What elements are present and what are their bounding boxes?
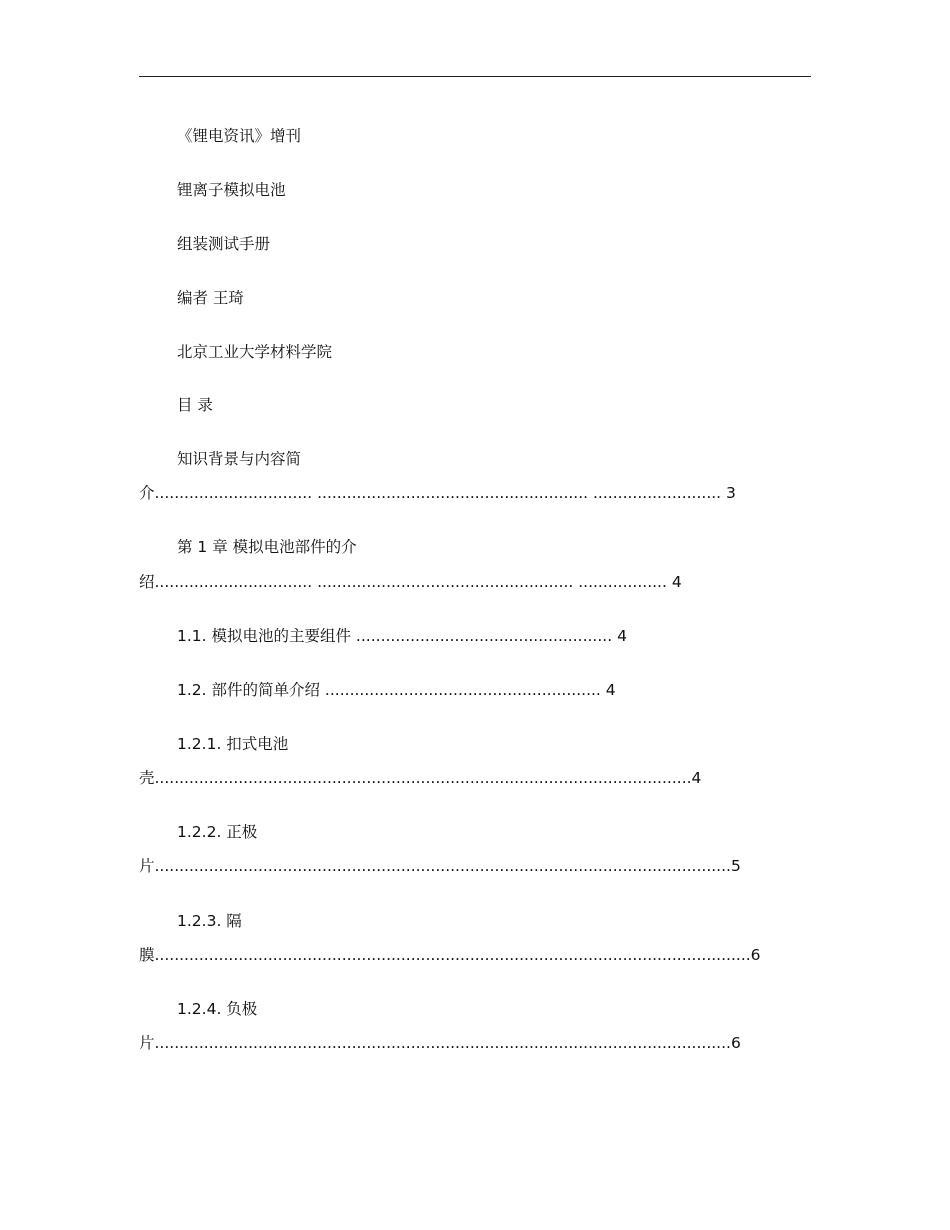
editor-line: 编者 王琦 bbox=[177, 289, 244, 307]
toc-entry-1-tail[interactable]: 介................................ ....................................................... .......................... 3 bbox=[139, 484, 736, 502]
toc-entry-3[interactable]: 1.1. 模拟电池的主要组件 .................................................... 4 bbox=[177, 627, 627, 645]
toc-entry-2-tail[interactable]: 绍................................ .................................................... .................. 4 bbox=[139, 573, 682, 591]
header-rule bbox=[139, 76, 811, 77]
toc-entry-7-tail[interactable]: 膜.........................................................................................................................6 bbox=[139, 946, 761, 964]
doc-title-line-1: 锂离子模拟电池 bbox=[177, 181, 286, 199]
toc-heading: 目 录 bbox=[177, 396, 213, 414]
toc-entry-5-tail[interactable]: 壳.............................................................................................................4 bbox=[139, 769, 702, 787]
doc-title-line-2: 组装测试手册 bbox=[177, 235, 271, 253]
toc-entry-2-head[interactable]: 第 1 章 模拟电池部件的介 bbox=[177, 538, 357, 556]
toc-entry-7-head[interactable]: 1.2.3. 隔 bbox=[177, 912, 242, 930]
toc-entry-8-tail[interactable]: 片.....................................................................................................................6 bbox=[139, 1034, 741, 1052]
toc-entry-8-head[interactable]: 1.2.4. 负极 bbox=[177, 1000, 258, 1018]
toc-entry-5-head[interactable]: 1.2.1. 扣式电池 bbox=[177, 735, 289, 753]
institution-line: 北京工业大学材料学院 bbox=[177, 343, 333, 361]
toc-entry-6-head[interactable]: 1.2.2. 正极 bbox=[177, 823, 258, 841]
toc-entry-6-tail[interactable]: 片.....................................................................................................................5 bbox=[139, 857, 741, 875]
toc-entry-1-head[interactable]: 知识背景与内容简 bbox=[177, 450, 302, 468]
journal-title: 《锂电资讯》增刊 bbox=[177, 127, 302, 145]
toc-entry-4[interactable]: 1.2. 部件的简单介绍 ........................................................ 4 bbox=[177, 681, 616, 699]
